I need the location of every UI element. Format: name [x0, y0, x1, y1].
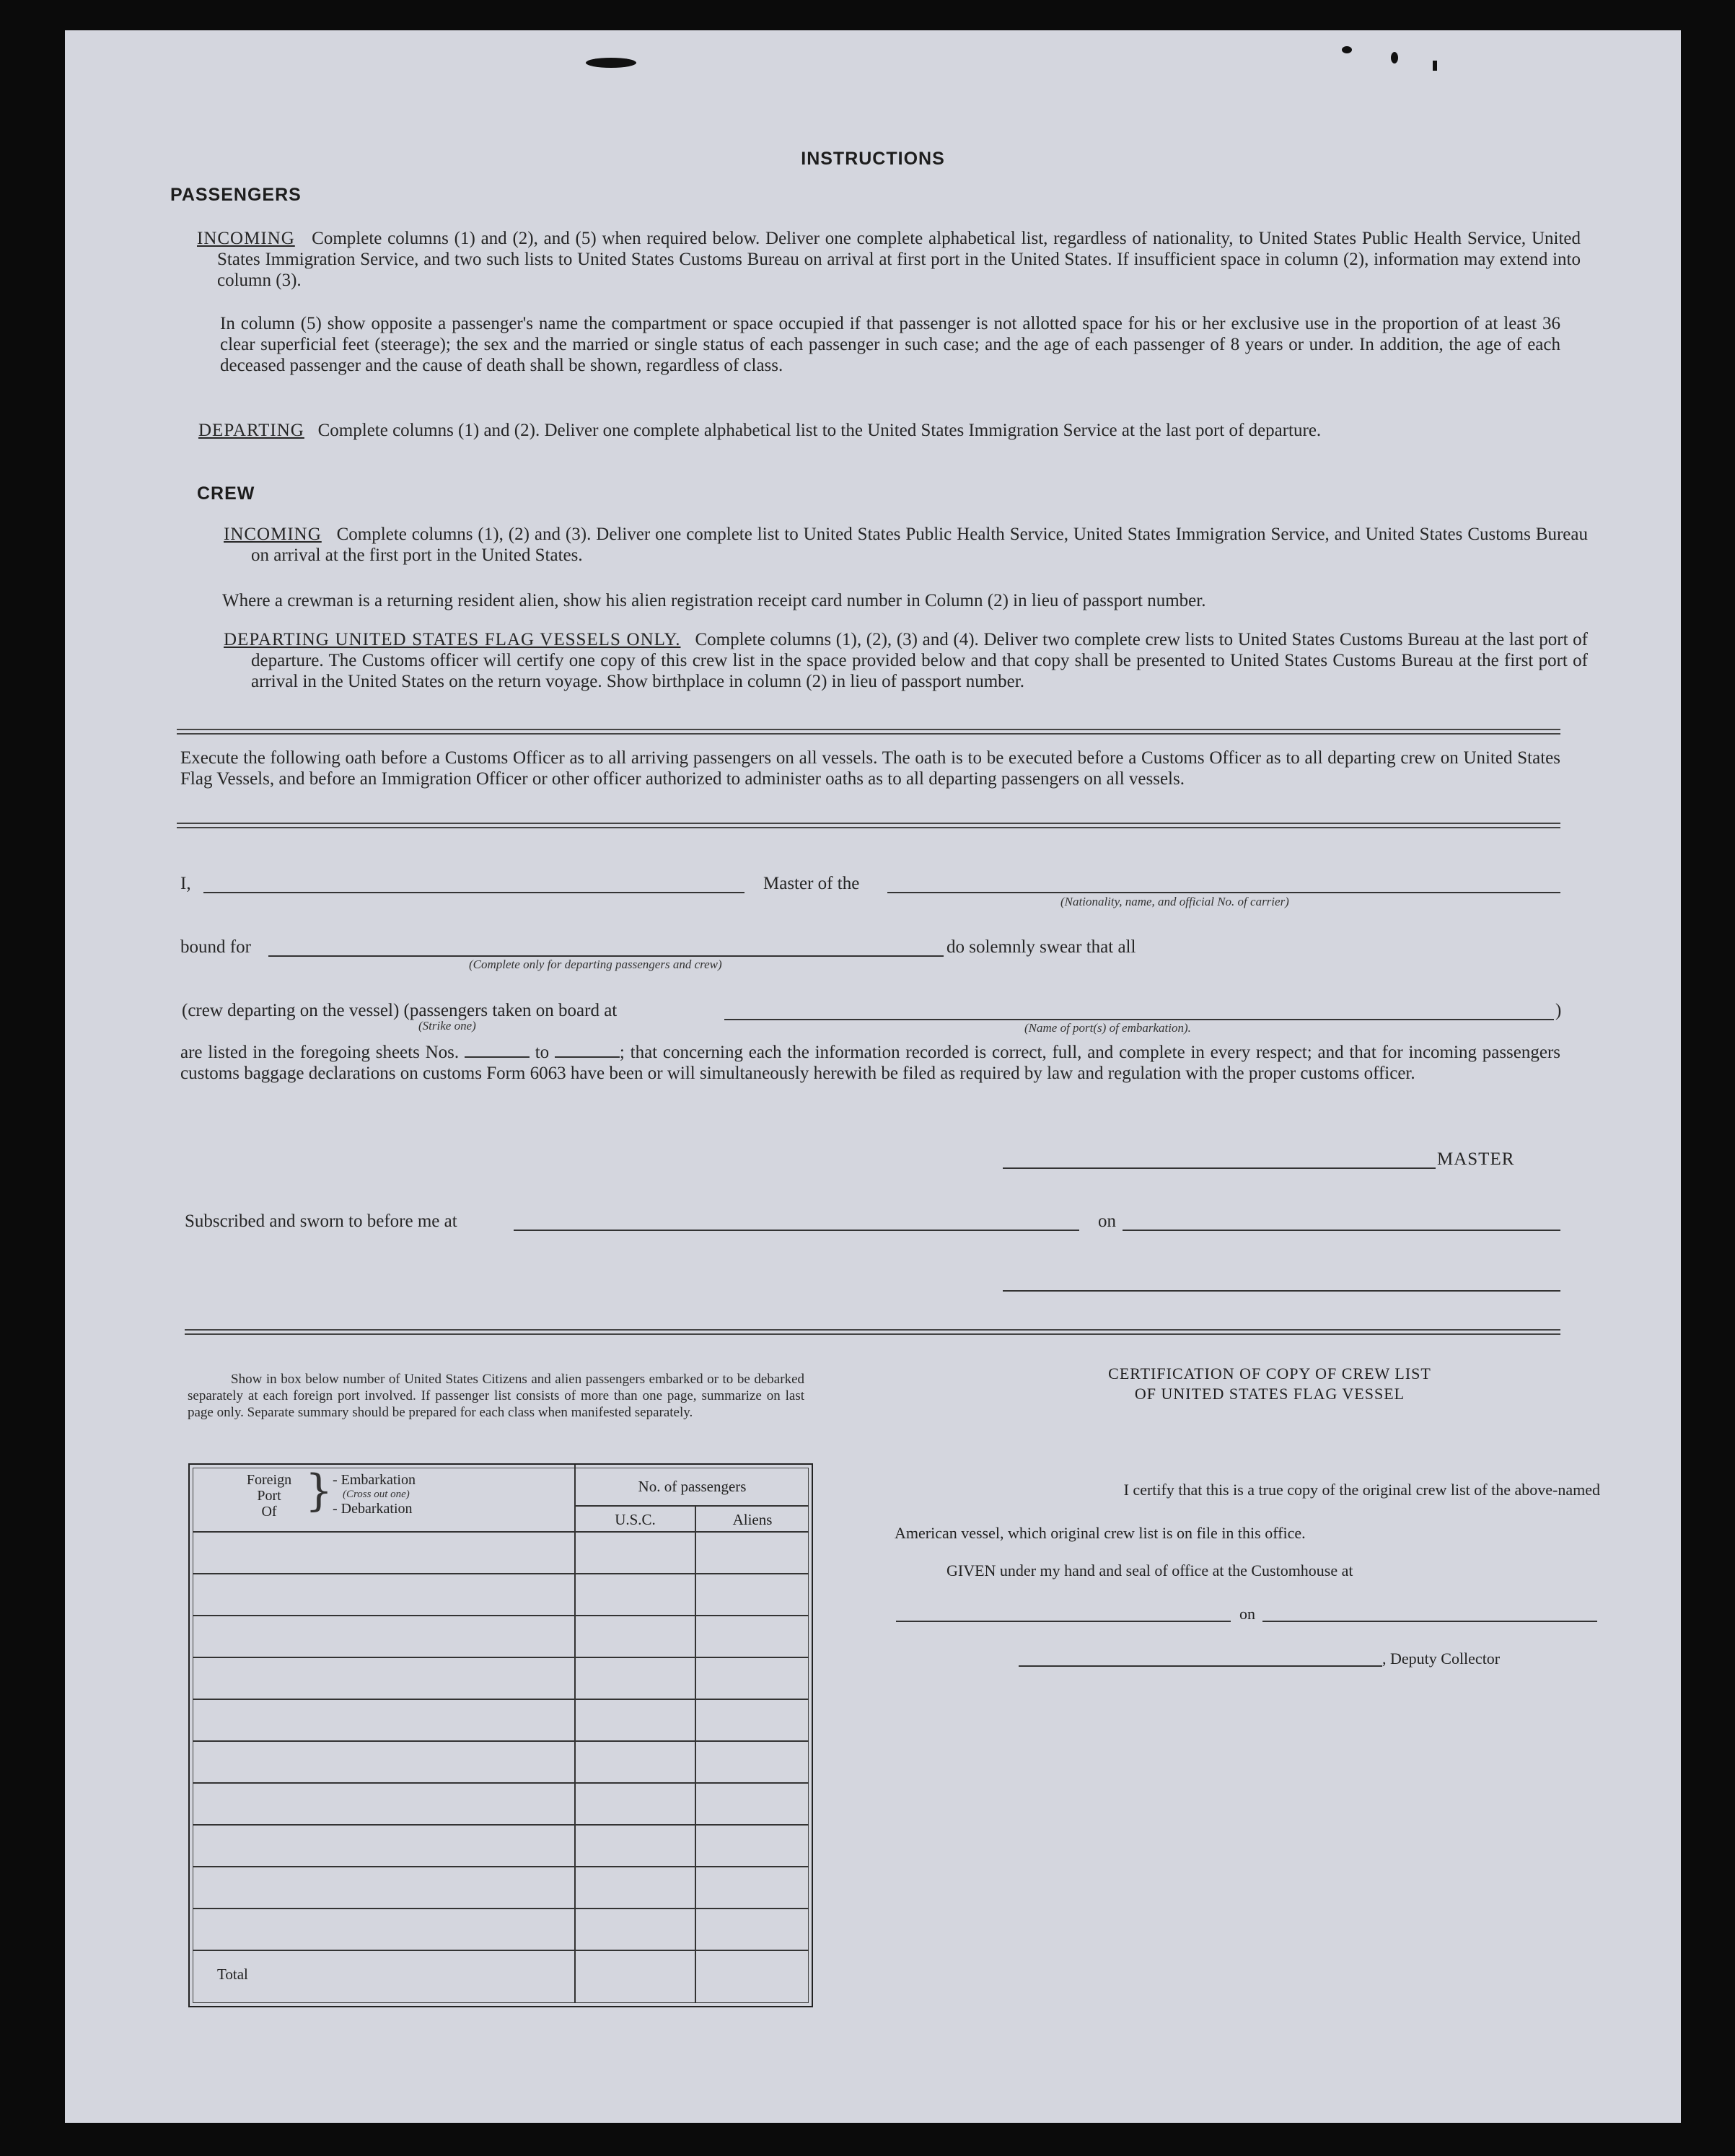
foreign-label: Foreign: [246, 1472, 292, 1488]
table-row[interactable]: [193, 1699, 809, 1700]
page-title: INSTRUCTIONS: [801, 149, 945, 169]
bound-note: (Complete only for departing passengers and crew): [469, 958, 722, 971]
strike-note: (Strike one): [418, 1019, 476, 1033]
table-row[interactable]: [193, 1615, 809, 1616]
divider: [177, 823, 1560, 828]
table-row[interactable]: [193, 1740, 809, 1742]
form-page: [65, 30, 1681, 2123]
oath-intro: Execute the following oath before a Customs Officer as to all arriving passengers on all vessels. The oath is to be executed before a Customs Officer as to all departing crew on United States Flag Vessels, and before an Immigration Officer or other officer authorized to administer oaths as to all departing passengers on all vessels.: [180, 748, 1560, 789]
table-row[interactable]: [193, 1866, 809, 1867]
table-row[interactable]: [193, 1657, 809, 1658]
crew-incoming-text: Complete columns (1), (2) and (3). Deliver one complete list to United States Public Health Service, United States Immigration Service, and United States Customs Bureau on arrival at the first port in the United States.: [251, 525, 1588, 565]
listed-text-a: are listed in the foregoing sheets Nos.: [180, 1043, 460, 1062]
certification-date-field[interactable]: [1262, 1621, 1597, 1622]
port-label: Port: [257, 1488, 281, 1504]
sheet-to-field[interactable]: [555, 1042, 620, 1058]
subscribed-on-label: on: [1098, 1211, 1116, 1231]
crew-incoming-paragraph: [224, 524, 1588, 566]
brace-icon: }: [305, 1465, 333, 1516]
crew-incoming-label: INCOMING: [224, 525, 322, 544]
embarkation-ports-field[interactable]: [724, 1019, 1554, 1020]
summary-table-inner-border: [193, 1465, 809, 2003]
passengers-departing-text: Complete columns (1) and (2). Deliver one complete alphabetical list to the United States Immigration Service at the last port of departure.: [317, 421, 1322, 440]
table-row[interactable]: [193, 1531, 809, 1533]
summary-table: [188, 1463, 813, 2007]
given-text: GIVEN under my hand and seal of office at the Customhouse at: [946, 1561, 1353, 1579]
column-divider: [574, 1465, 576, 2003]
master-of-label: Master of the: [763, 874, 860, 893]
scan-speck: [1433, 61, 1437, 71]
certification-on-label: on: [1239, 1605, 1255, 1623]
divider: [185, 1329, 1560, 1335]
subscribed-place-field[interactable]: [514, 1230, 1079, 1231]
embarkation-option[interactable]: - Embarkation: [333, 1472, 416, 1488]
divider: [177, 729, 1560, 735]
embarkation-options: [333, 1472, 416, 1517]
table-row[interactable]: [193, 1908, 809, 1909]
passengers-incoming-paragraph: [197, 228, 1581, 291]
header-divider: [576, 1505, 809, 1507]
master-name-field[interactable]: [203, 892, 744, 893]
certify-line-2: American vessel, which original crew list is on file in this office.: [895, 1524, 1306, 1542]
passengers-incoming-text: Complete columns (1) and (2), and (5) when required below. Deliver one complete alphabetical list, regardless of nationality, to United States Public Health Service, United States Immigration Service, and two such lists to United States Customs Bureau on arrival at first port in the United States. If insufficient space in column (2), information may extend into column (3).: [217, 229, 1581, 290]
passengers-departing-label: DEPARTING: [198, 421, 304, 440]
certification-heading: [981, 1364, 1558, 1404]
deputy-signature-field[interactable]: [1019, 1665, 1382, 1667]
crew-heading: CREW: [197, 483, 255, 504]
summary-instructions: Show in box below number of United States Citizens and alien passengers embarked or to be debarked separately at each foreign port involved. If passenger list consists of more than one page, summarize on last page only. Separate summary should be prepared for each class when manifested separately.: [188, 1372, 804, 1420]
table-row[interactable]: [193, 1950, 809, 1951]
bound-for-field[interactable]: [268, 955, 944, 957]
cross-note: (Cross out one): [343, 1489, 410, 1500]
passengers-departing-paragraph: [198, 420, 1582, 441]
debarkation-option[interactable]: - Debarkation: [333, 1501, 413, 1517]
master-label: MASTER: [1437, 1149, 1515, 1169]
sheet-from-field[interactable]: [465, 1042, 530, 1058]
table-row[interactable]: [193, 1573, 809, 1574]
swear-text: do solemnly swear that all: [946, 937, 1136, 957]
no-passengers-header: No. of passengers: [638, 1478, 747, 1495]
scan-blot: [586, 58, 636, 68]
passengers-column5-paragraph: In column (5) show opposite a passenger's name the compartment or space occupied if that passenger is not allotted space for his or her exclusive use in the proportion of at least 36 clear superficial feet (steerage); the sex and the married or single status of each passenger in such case; and the age of each passenger of 8 years or under. In addition, the age of each deceased passenger and the cause of death shall be shown, regardless of class.: [220, 314, 1560, 375]
crew-departing-label: DEPARTING UNITED STATES FLAG VESSELS ONLY.: [224, 630, 681, 649]
listed-paragraph: [180, 1042, 1560, 1084]
crew-resident-paragraph: Where a crewman is a returning resident alien, show his alien registration receipt card number in Column (2) in lieu of passport number.: [222, 591, 1206, 610]
usc-header: U.S.C.: [615, 1511, 656, 1528]
crew-departing-text: Complete columns (1), (2), (3) and (4). Deliver two complete crew lists to United States Customs Bureau at the last port of departure. The Customs officer will certify one copy of this crew list in the space provided below and that copy shall be presented to United States Customs Bureau at the first port of arrival in the United States on the return voyage. Show birthplace in column (2) in lieu of passport number.: [251, 630, 1588, 691]
column-divider: [695, 1507, 696, 2003]
scan-speck: [1342, 46, 1352, 53]
carrier-note: (Nationality, name, and official No. of carrier): [1060, 895, 1289, 908]
subscribed-date-field[interactable]: [1123, 1230, 1560, 1231]
subscribed-label: Subscribed and sworn to before me at: [185, 1211, 457, 1231]
passengers-heading: PASSENGERS: [170, 185, 302, 205]
certification-heading-line-2: OF UNITED STATES FLAG VESSEL: [1134, 1385, 1405, 1403]
aliens-header: Aliens: [732, 1511, 773, 1528]
table-row[interactable]: [193, 1824, 809, 1826]
foreign-port-of-label: [233, 1472, 305, 1520]
scan-speck: [1391, 52, 1398, 63]
certify-line-1: I certify that this is a true copy of the original crew list of the above-named: [1123, 1481, 1600, 1499]
customhouse-field[interactable]: [896, 1621, 1231, 1622]
master-signature-field[interactable]: [1003, 1167, 1436, 1169]
of-label: Of: [261, 1504, 277, 1520]
listed-to: to: [535, 1043, 550, 1062]
bound-for-label: bound for: [180, 937, 251, 957]
deputy-collector-label: , Deputy Collector: [1382, 1649, 1501, 1668]
listed-text-b: ; that concerning each the information recorded is correct, full, and complete in every respect; and that for incoming passengers customs baggage declarations on customs Form 6063 have been or will simultaneously herewith be filed as required by law and regulation with the proper customs officer.: [180, 1043, 1561, 1083]
crew-departing-paragraph: [224, 629, 1588, 692]
passengers-incoming-label: INCOMING: [197, 229, 295, 248]
total-label: Total: [217, 1966, 248, 1983]
ports-note: (Name of port(s) of embarkation).: [1024, 1021, 1191, 1035]
crew-departing-text: (crew departing on the vessel) (passengers taken on board at: [182, 1001, 618, 1020]
close-paren: ): [1555, 1001, 1562, 1020]
officer-signature-field[interactable]: [1003, 1290, 1560, 1292]
carrier-field[interactable]: [887, 892, 1560, 893]
certification-heading-line-1: CERTIFICATION OF COPY OF CREW LIST: [1108, 1364, 1431, 1382]
oath-i-label: I,: [180, 874, 191, 893]
table-row[interactable]: [193, 1782, 809, 1784]
